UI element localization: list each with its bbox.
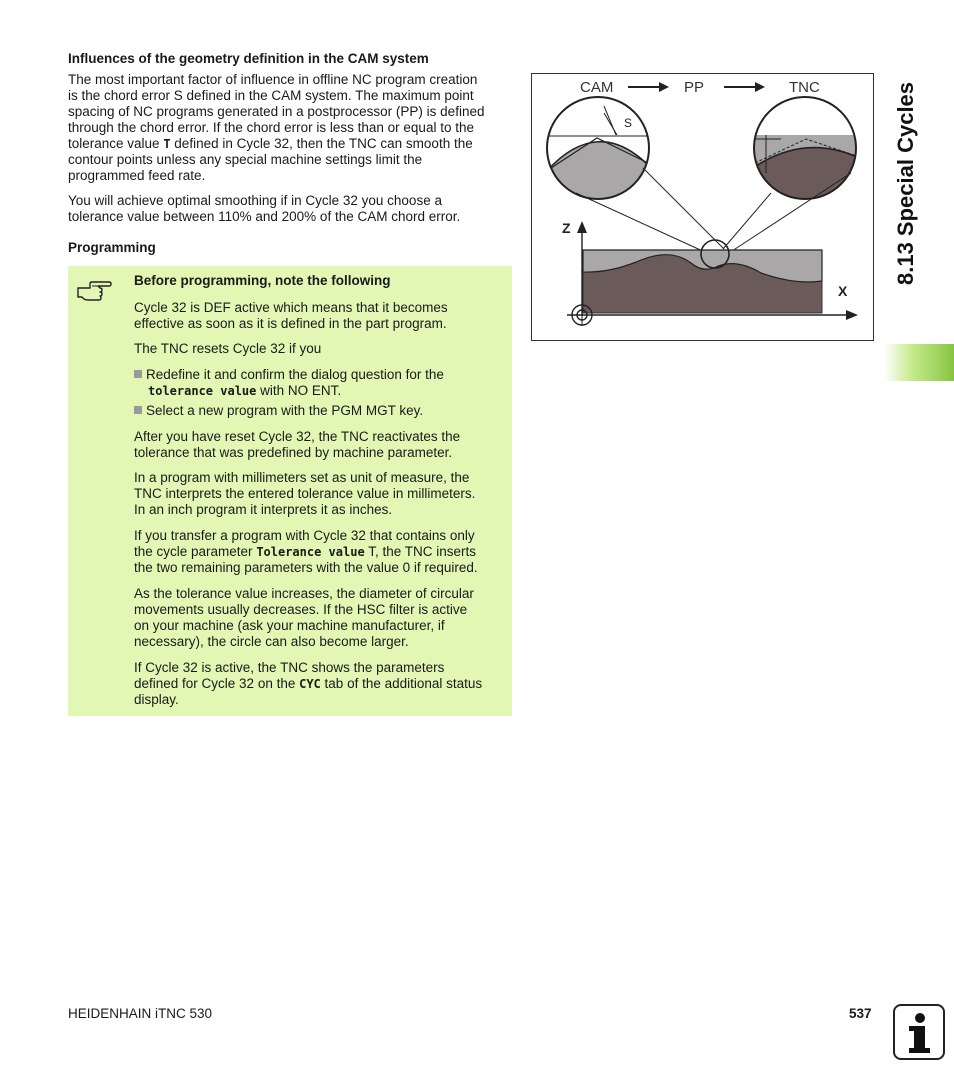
text-line: tolerance that was predefined by machine parameter.	[134, 445, 453, 460]
page-number: 537	[849, 1006, 872, 1021]
code-span: Tolerance value	[256, 545, 365, 559]
text-line: If Cycle 32 is active, the TNC shows the parameters	[134, 660, 445, 675]
text-line: is the chord error S defined in the CAM system. The maximum point	[68, 88, 474, 103]
smoothing-diagram	[531, 73, 874, 341]
text-line: In a program with millimeters set as unit of measure, the	[134, 470, 470, 485]
text-span: defined in Cycle 32, then the TNC can smooth the	[170, 136, 473, 151]
text-line: The most important factor of influence in offline NC program creation	[68, 72, 478, 87]
note-paragraph	[134, 300, 506, 332]
paragraph-chord-error	[68, 72, 513, 184]
text-span: the cycle parameter	[134, 544, 257, 559]
info-glyph-icon	[895, 1006, 943, 1058]
text-line: TNC interprets the entered tolerance value in millimeters.	[134, 486, 476, 501]
text-line	[134, 676, 506, 692]
section-heading-cam: Influences of the geometry definition in the CAM system	[68, 51, 429, 66]
bullet-item	[134, 367, 506, 399]
text-span: T, the TNC inserts	[364, 544, 476, 559]
text-line: Cycle 32 is DEF active which means that it becomes	[134, 300, 448, 315]
code-span: tolerance value	[148, 384, 257, 398]
label-pp: PP	[684, 79, 705, 96]
text-line: movements usually decreases. If the HSC filter is active	[134, 602, 468, 617]
text-line	[68, 136, 513, 152]
note-box	[68, 266, 512, 716]
text-line: on your machine (ask your machine manufacturer, if	[134, 618, 445, 633]
text-line: effective as soon as it is defined in the part program.	[134, 316, 447, 331]
pointing-hand-icon	[76, 278, 112, 304]
label-chord-error-s: S	[624, 116, 633, 130]
text-line: In an inch program it interprets it as inches.	[134, 502, 393, 517]
note-paragraph	[134, 470, 506, 518]
chapter-tab-marker	[884, 344, 954, 381]
text-line: contour points unless any special machine settings limit the	[68, 152, 423, 167]
text-span: tolerance value	[68, 136, 164, 151]
text-line	[134, 383, 506, 399]
text-line	[134, 367, 506, 383]
text-span: with NO ENT.	[256, 383, 342, 398]
note-paragraph	[134, 528, 506, 576]
text-line	[134, 544, 506, 560]
text-line: through the chord error. If the chord error is less than or equal to the	[68, 120, 474, 135]
text-line: You will achieve optimal smoothing if in Cycle 32 you choose a	[68, 193, 442, 208]
note-paragraph	[134, 660, 506, 708]
note-paragraph: The TNC resets Cycle 32 if you	[134, 341, 322, 356]
text-span: Redefine it and confirm the dialog question for the	[146, 367, 444, 382]
footer-product: HEIDENHAIN iTNC 530	[68, 1006, 213, 1021]
bullet-item	[134, 403, 506, 419]
text-line: If you transfer a program with Cycle 32 that contains only	[134, 528, 475, 543]
chapter-side-title: 8.13 Special Cycles	[893, 81, 918, 285]
note-title: Before programming, note the following	[134, 273, 391, 288]
bullet-square-icon	[134, 406, 142, 414]
info-icon	[893, 1004, 945, 1060]
text-line: tolerance value between 110% and 200% of the CAM chord error.	[68, 209, 461, 224]
text-line: After you have reset Cycle 32, the TNC reactivates the	[134, 429, 461, 444]
text-line: display.	[134, 692, 179, 707]
code-span: T	[163, 137, 171, 151]
text-line: the two remaining parameters with the value 0 if required.	[134, 560, 478, 575]
label-tnc: TNC	[789, 79, 820, 96]
note-paragraph	[134, 429, 506, 461]
text-span: Select a new program with the PGM MGT key.	[146, 403, 424, 418]
label-x-axis: X	[838, 283, 848, 299]
bullet-square-icon	[134, 370, 142, 378]
text-span: tab of the additional status	[320, 676, 483, 691]
text-span: defined for Cycle 32 on the	[134, 676, 300, 691]
text-line: programmed feed rate.	[68, 168, 206, 183]
note-paragraph	[134, 586, 506, 650]
label-z-axis: Z	[562, 220, 571, 236]
code-span: CYC	[299, 677, 321, 691]
text-line: necessary), the circle can also become larger.	[134, 634, 409, 649]
text-line: spacing of NC programs generated in a postprocessor (PP) is defined	[68, 104, 485, 119]
paragraph-optimal-smoothing	[68, 193, 513, 225]
text-line: As the tolerance value increases, the diameter of circular	[134, 586, 474, 601]
label-cam: CAM	[580, 79, 614, 96]
section-heading-programming: Programming	[68, 240, 156, 255]
